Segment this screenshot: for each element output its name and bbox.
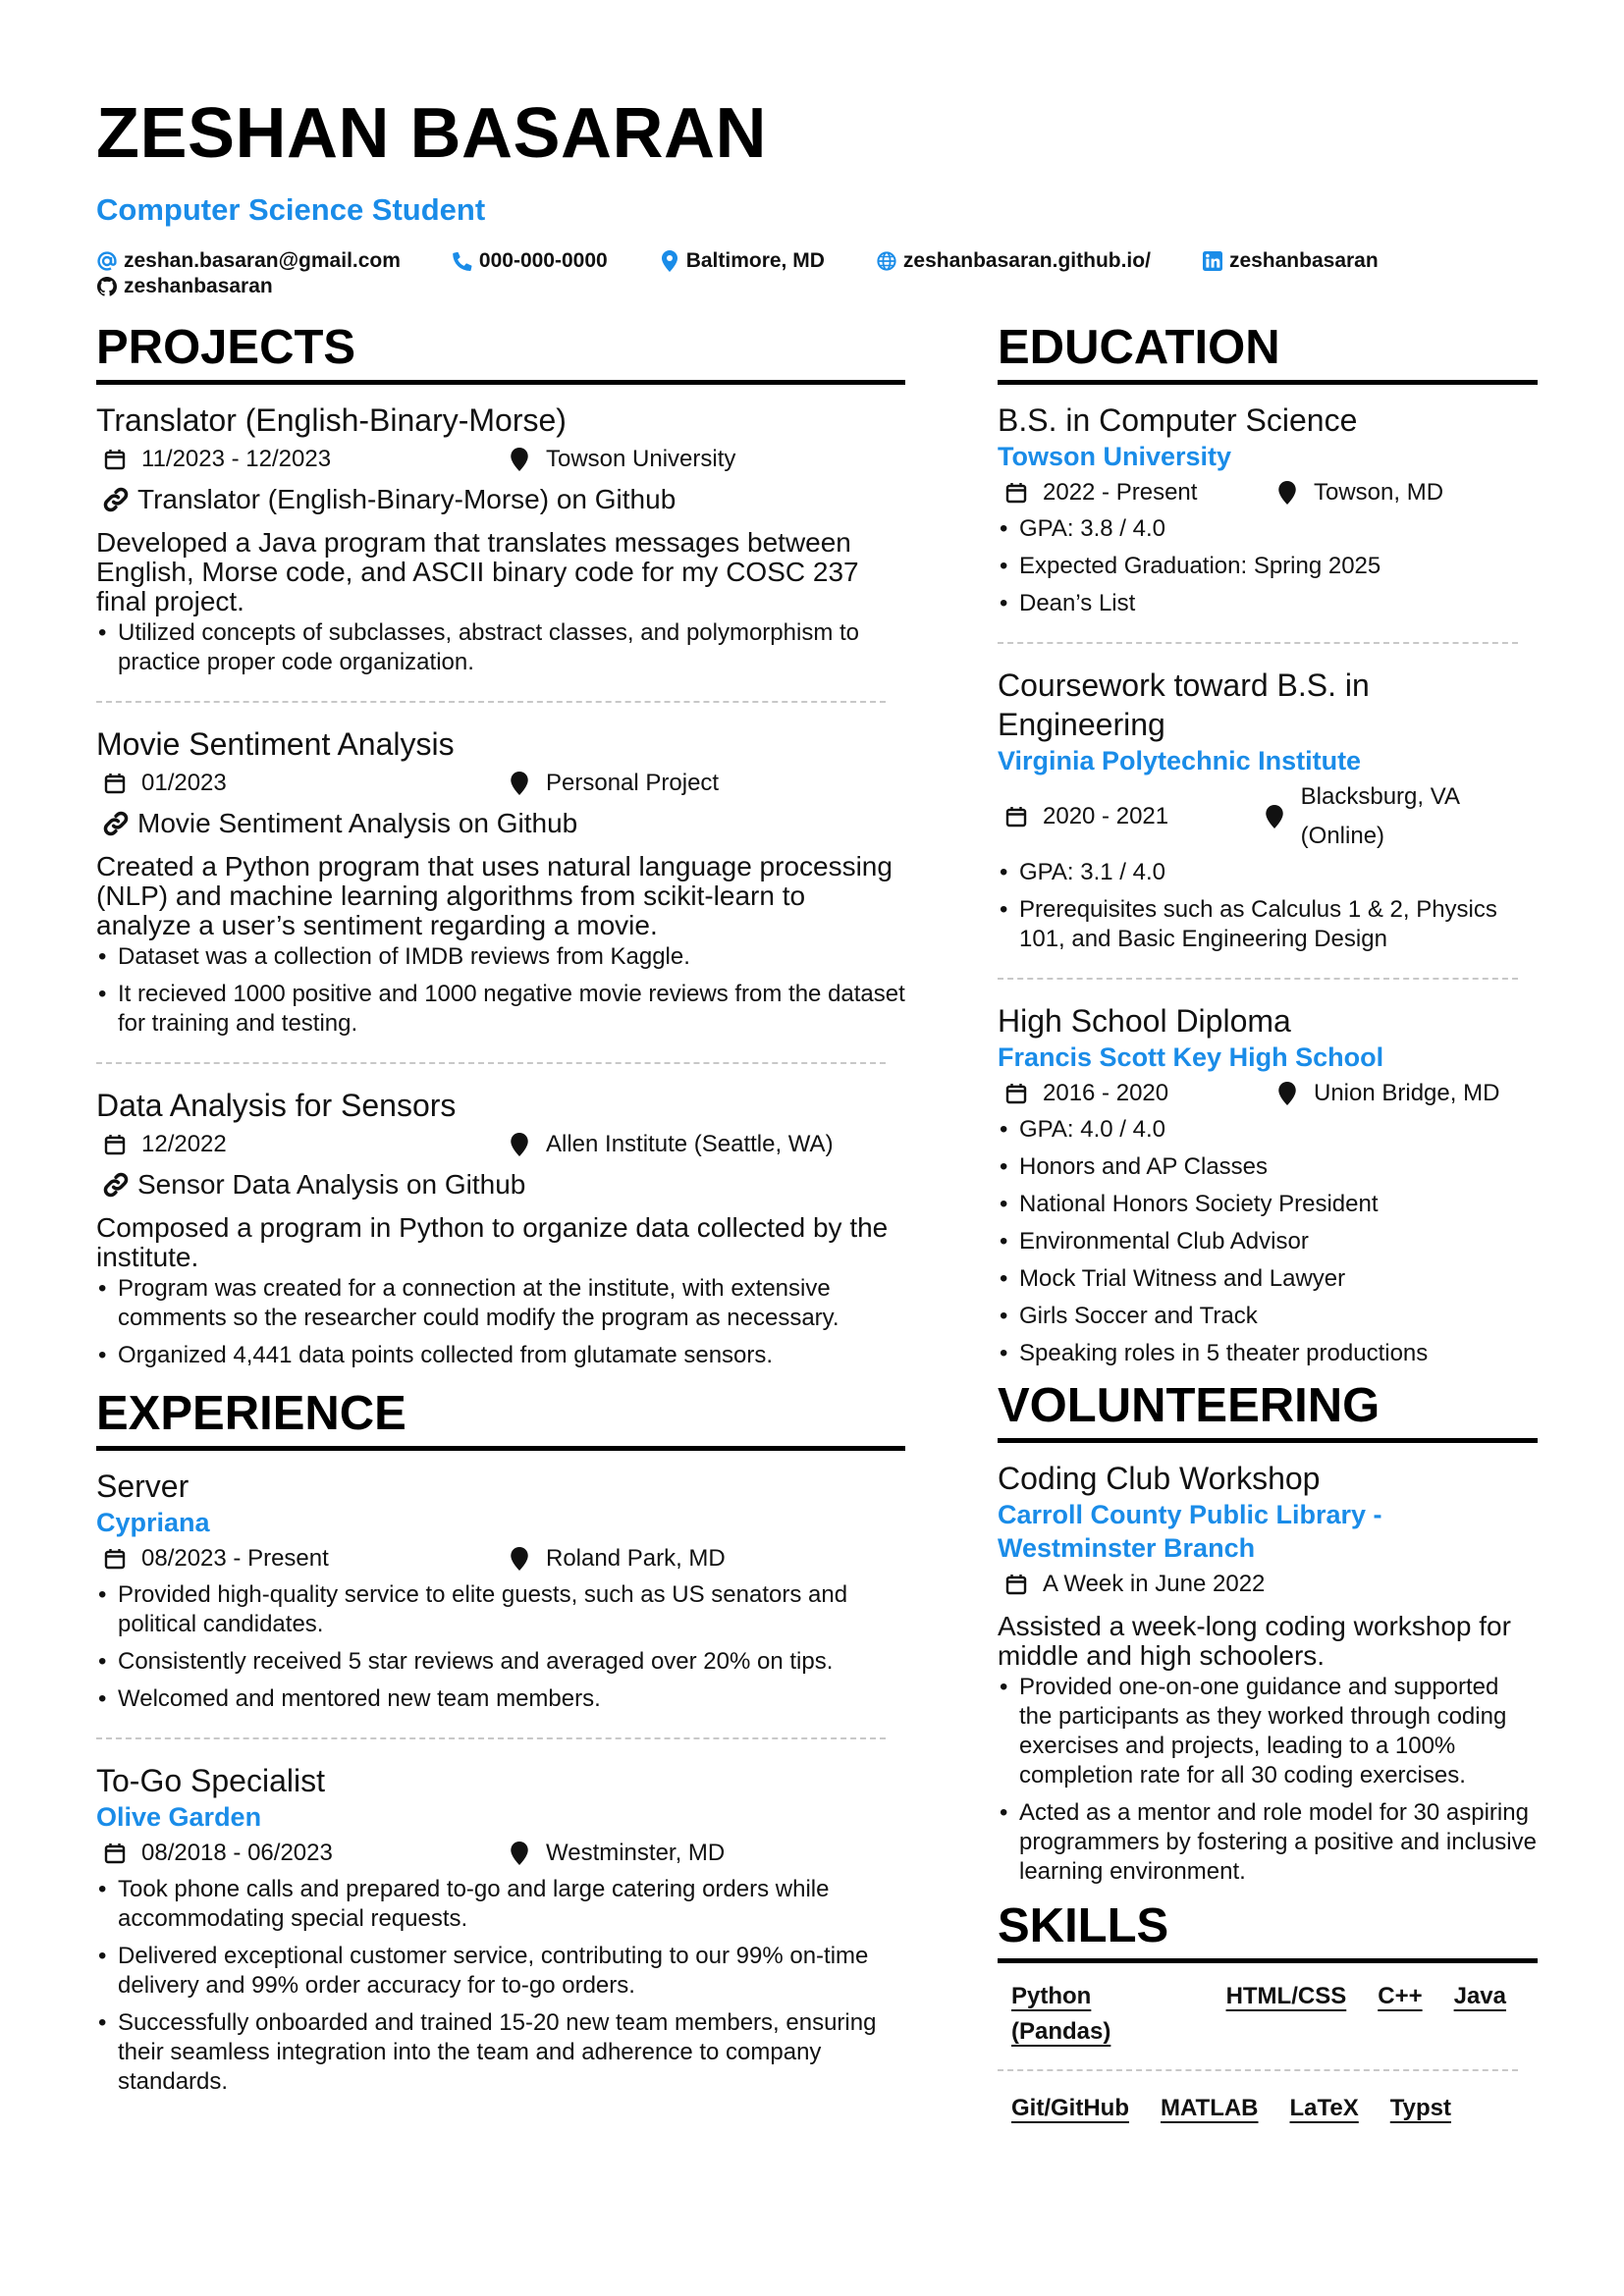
date-field [102,1834,507,1873]
location-text: Towson University [546,446,736,472]
skill-tag[interactable]: C++ [1378,1983,1423,2009]
date-text: 08/2018 - 06/2023 [141,1840,333,1866]
location-pin-icon [1274,1081,1300,1106]
education-meta [1003,777,1538,856]
project-description: Composed a program in Python to organize data collected by the institute. [96,1212,889,1272]
contact-website-text: zeshanbasaran.github.io/ [902,249,1151,272]
location-field [1274,1074,1499,1113]
date-text: 2016 - 2020 [1043,1080,1169,1106]
bullet-item: • Successfully onboarded and trained 15-20 new team members, ensuring their seamless integration into the team and adherence to company standards. [96,2008,905,2097]
degree-title: B.S. in Computer Science [998,402,1358,438]
bullet-item: • It recieved 1000 positive and 1000 negative movie reviews from the dataset for training and testing. [96,980,905,1039]
contact-list [96,248,1549,299]
phone-icon [452,250,473,272]
education-entry [998,666,1538,954]
bullet-item: • National Honors Society President [998,1190,1538,1219]
volunteering-entry [998,1459,1538,1887]
location-field [507,440,735,479]
date-field [102,764,507,803]
location-field [507,1539,726,1578]
date-text: 08/2023 - Present [141,1545,329,1572]
calendar-icon [1003,804,1029,829]
volunteer-description: Assisted a week-long coding workshop for middle and high schoolers. [998,1611,1511,1671]
bullet-item: • Utilized concepts of subclasses, abstract classes, and polymorphism to practice proper code organization. [96,618,905,677]
location-field [1263,777,1538,856]
education-heading: EDUCATION [998,324,1538,385]
globe-icon [876,250,897,272]
contact-github[interactable] [96,274,273,299]
bullet-item: • Prerequisites such as Calculus 1 & 2, Physics 101, and Basic Engineering Design [998,895,1538,954]
skill-tag[interactable]: Git/GitHub [1011,2095,1129,2121]
location-text: Personal Project [546,770,720,796]
date-text: A Week in June 2022 [1043,1571,1266,1597]
location-field [507,1834,725,1873]
project-link-text: Translator (English-Binary-Morse) on Github [137,484,677,514]
bullet-list [96,1274,905,1370]
bullet-item: • Consistently received 5 star reviews and averaged over 20% on tips. [96,1647,905,1677]
calendar-icon [102,1132,128,1157]
volunteering-heading: VOLUNTEERING [998,1382,1538,1443]
date-field [102,1125,507,1164]
left-column [96,321,905,2107]
project-meta [102,764,905,803]
contact-email-text: zeshan.basaran@gmail.com [124,249,401,272]
projects-heading: PROJECTS [96,324,905,385]
bullet-list [998,1673,1538,1887]
github-icon [96,276,118,297]
experience-heading: EXPERIENCE [96,1390,905,1451]
location-text: Westminster, MD [546,1840,726,1866]
bullet-list [96,1875,905,2097]
location-pin-icon [507,1841,532,1866]
bullet-item: • Delivered exceptional customer service, contributing to our 99% on-time delivery and 99% order accuracy for to-go orders. [96,1942,905,2001]
location-field [507,1125,834,1164]
contact-linkedin-text: zeshanbasaran [1228,249,1379,272]
date-field [1003,1074,1274,1113]
bullet-item: • Took phone calls and prepared to-go and large catering orders while accommodating special requests. [96,1875,905,1934]
bullet-list [96,618,905,677]
bullet-item: • Provided one-on-one guidance and supported the participants as they worked through coding exercises and projects, leading to a 100% completion rate for all 30 coding exercises. [998,1673,1538,1790]
date-field [1003,1565,1265,1604]
link-icon [102,810,130,837]
education-entry [998,400,1538,618]
bullet-item: • Provided high-quality service to elite guests, such as US senators and political candidates. [96,1580,905,1639]
education-entry [998,1001,1538,1368]
location-text: Blacksburg, VA (Online) [1300,783,1459,849]
bullet-item: • Mock Trial Witness and Lawyer [998,1264,1538,1294]
divider [998,978,1518,980]
calendar-icon [1003,1572,1029,1597]
person-title: Computer Science Student [96,192,486,227]
experience-entry [96,1467,905,1714]
contact-location [659,248,825,274]
bullet-item: • Dataset was a collection of IMDB reviews from Kaggle. [96,942,905,972]
location-pin-icon [507,771,532,796]
degree-title: Coursework toward B.S. in Engineering [998,667,1370,742]
location-pin-icon [507,1132,532,1157]
person-name: ZESHAN BASARAN [96,94,768,173]
resume-header [96,94,1549,299]
experience-entry [96,1761,905,2097]
right-column [998,321,1538,2126]
bullet-item: • Welcomed and mentored new team members. [96,1684,905,1714]
project-title: Data Analysis for Sensors [96,1088,457,1123]
calendar-icon [1003,1081,1029,1106]
bullet-list [96,1580,905,1714]
skill-tag[interactable]: Java [1453,1983,1506,2009]
divider [998,642,1518,644]
project-entry [96,400,905,677]
skill-tag[interactable]: HTML/CSS [1225,1983,1347,2009]
divider [998,2069,1518,2071]
date-text: 11/2023 - 12/2023 [141,446,332,472]
location-text: Towson, MD [1314,479,1444,506]
bullet-item: • GPA: 3.1 / 4.0 [998,858,1538,887]
date-text: 12/2022 [141,1131,227,1157]
job-meta [102,1539,905,1578]
date-field [102,1539,507,1578]
date-field [1003,777,1263,856]
bullet-item: • Speaking roles in 5 theater productions [998,1339,1538,1368]
education-meta [1003,1074,1538,1113]
project-description: Created a Python program that uses natural language processing (NLP) and machine learning algorithms from scikit-learn to analyze a user’s sentiment regarding a movie. [96,851,893,940]
bullet-item: • Honors and AP Classes [998,1152,1538,1182]
institution-name: Towson University [998,442,1232,471]
project-entry [96,1086,905,1370]
contact-location-text: Baltimore, MD [685,249,825,272]
contact-phone[interactable] [452,248,608,274]
project-link-text: Movie Sentiment Analysis on Github [137,808,578,838]
date-text: 01/2023 [141,770,227,796]
divider [96,1062,886,1064]
skills-row [1011,2091,1538,2126]
bullet-list [998,1115,1538,1368]
project-title: Translator (English-Binary-Morse) [96,402,567,438]
location-text: Allen Institute (Seattle, WA) [546,1131,834,1157]
skill-tag[interactable]: Typst [1389,2095,1451,2121]
bullet-list [96,942,905,1039]
calendar-icon [102,1546,128,1572]
bullet-item: • Expected Graduation: Spring 2025 [998,552,1538,581]
volunteer-title: Coding Club Workshop [998,1461,1321,1496]
bullet-item: • GPA: 3.8 / 4.0 [998,514,1538,544]
project-link[interactable] [102,803,905,844]
location-field [1274,473,1443,512]
volunteer-meta [1003,1565,1538,1604]
location-text: Union Bridge, MD [1314,1080,1500,1106]
bullet-item: • Environmental Club Advisor [998,1227,1538,1256]
project-entry [96,724,905,1039]
skill-tag[interactable]: LaTeX [1289,2095,1359,2121]
project-meta [102,1125,905,1164]
contact-email[interactable] [96,248,401,274]
email-icon [96,250,118,272]
date-text: 2020 - 2021 [1043,803,1169,829]
bullet-item: • Organized 4,441 data points collected from glutamate sensors. [96,1341,905,1370]
bullet-item: • Girls Soccer and Track [998,1302,1538,1331]
location-pin-icon [507,447,532,472]
skill-tag[interactable]: MATLAB [1160,2095,1259,2121]
degree-title: High School Diploma [998,1003,1291,1039]
contact-github-text: zeshanbasaran [124,275,273,297]
institution-name: Francis Scott Key High School [998,1042,1384,1072]
divider [96,1737,886,1739]
project-link[interactable] [102,1164,905,1205]
date-field [1003,473,1274,512]
job-meta [102,1834,905,1873]
location-field [507,764,719,803]
bullet-item: • Dean’s List [998,589,1538,618]
calendar-icon [102,1841,128,1866]
job-title: To-Go Specialist [96,1763,325,1798]
date-text: 2022 - Present [1043,479,1198,506]
institution-name: Virginia Polytechnic Institute [998,746,1362,775]
employer-name: Cypriana [96,1508,210,1537]
project-meta [102,440,905,479]
date-field [102,440,507,479]
job-title: Server [96,1468,189,1504]
bullet-list [998,514,1538,618]
skill-tag[interactable]: Python (Pandas) [1011,1983,1111,2045]
location-pin-icon [507,1546,532,1572]
divider [96,701,886,703]
calendar-icon [102,771,128,796]
project-link-text: Sensor Data Analysis on Github [137,1169,526,1200]
location-icon [659,250,680,272]
bullet-list [998,858,1538,954]
project-link[interactable] [102,479,905,520]
location-pin-icon [1274,480,1300,506]
bullet-item: • GPA: 4.0 / 4.0 [998,1115,1538,1145]
link-icon [102,486,130,513]
employer-name: Olive Garden [96,1802,262,1832]
project-title: Movie Sentiment Analysis [96,726,455,762]
location-text: Roland Park, MD [546,1545,726,1572]
calendar-icon [1003,480,1029,506]
link-icon [102,1171,130,1199]
education-meta [1003,473,1538,512]
location-pin-icon [1263,804,1287,829]
linkedin-icon [1202,250,1223,272]
skills-row [1011,1979,1538,2050]
contact-linkedin[interactable] [1202,248,1379,274]
project-description: Developed a Java program that translates messages between English, Morse code, and ASCII binary code for my COSC 237 final project. [96,527,859,616]
volunteer-organization: Carroll County Public Library - Westminster Branch [998,1500,1382,1563]
contact-phone-text: 000-000-0000 [478,249,608,272]
bullet-item: • Program was created for a connection at the institute, with extensive comments so the researcher could modify the program as necessary. [96,1274,905,1333]
contact-website[interactable] [876,248,1151,274]
bullet-item: • Acted as a mentor and role model for 30 aspiring programmers by fostering a positive and inclusive learning environment. [998,1798,1538,1887]
calendar-icon [102,447,128,472]
skills-heading: SKILLS [998,1902,1538,1963]
